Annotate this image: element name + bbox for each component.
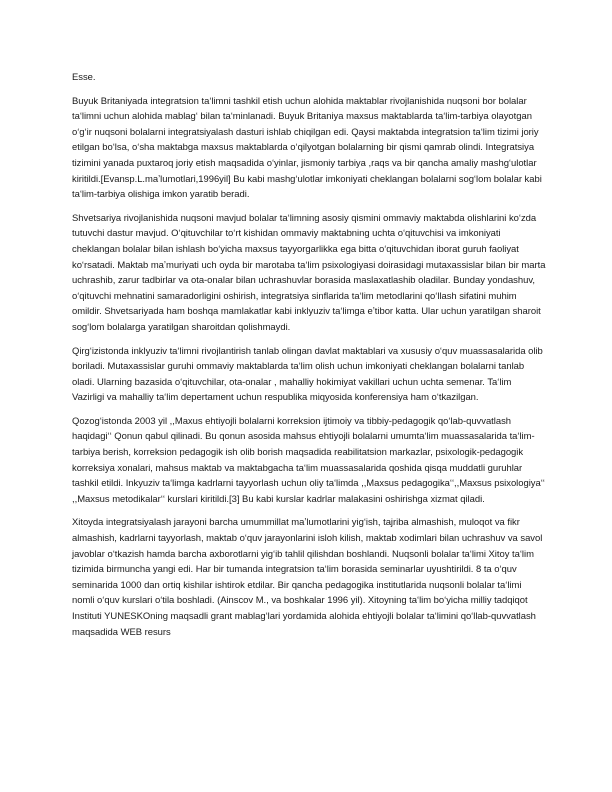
document-title: Esse. xyxy=(72,72,96,83)
document-body xyxy=(72,70,546,648)
paragraph-switzerland: Shvetsariya rivojlanishida nuqsoni mavjud bolalar taʻlimning asosiy qismini ommaviy maktabda olishlarini koʻzda tutuvchi dastur mavjud. Oʻqituvchilar toʻrt kishidan ommaviy maktabning uchta oʻqituvchisi va imkoniyati cheklangan bolalar bilan ishlash boʻyicha maxsus tayyorgarlikka ega bitta oʻqituvchidan iborat guruh faoliyat koʻrsatadi. Maktab maʼmuriyati uch oyda bir marotaba taʻlim psixologiyasi doirasidagi mutaxassislar bilan bir marta uchrashib, zarur tadbirlar va ota-onalar bilan uchrashuvlar borasida maslaxatlashib oladilar. Bunday yondashuv, oʻqituvchi mehnatini samaradorligini oshirish, integratsiya sinflarida taʻlim metodlarini qoʻllash sifatini muhim omildir. Shvetsariyada ham boshqa mamlakatlar kabi inklyuziv taʻlimga eʼtibor katta. Ular uchun yaratilgan sharoit sogʻlom bolalarga yaratilgan sharoitdan qolishmaydi. xyxy=(72,212,546,333)
paragraph-great-britain: Buyuk Britaniyada integratsion taʻlimni tashkil etish uchun alohida maktablar rivojlanishida nuqsoni bor bolalar taʻlimni uchun alohida mablagʻ bilan taʻminlanadi. Buyuk Britaniya maxsus maktablarda taʻlim-tarbiya olayotgan oʻgʻir nuqsoni bolalarni integratsiyalash dasturi ishlab chiqilgan edi. Qaysi maktabda integratsion taʻlim tizimi joriy etilgan boʻlsa, oʻsha maktabga maxsus maktablarda oʻqilyotgan bolalarning bir qismi qamrab olindi. Integratsiya tizimini yanada puxtaroq joriy etish maqsadida oʻyinlar, jismoniy tarbiya ,raqs va bir qancha amaliy mashgʻulotlar kiritildi.[Evansp.L.maʼlumotlari,1996yil] Bu kabi mashgʻulotlar imkoniyati cheklangan bolalarni sogʻlom bolalar kabi taʻlim-tarbiya olishiga imkon yaratib beradi. xyxy=(72,95,542,201)
paragraph-china: Xitoyda integratsiyalash jarayoni barcha umummillat maʼlumotlarini yigʻish, tajriba almashish, muloqot va fikr almashish, kadrlarni tayyorlash, maktab oʻquv jarayonlarini isloh kilish, maktab xodimlari bilan uchrashuv va savol javoblar oʻtkazish hamda barcha axborotlarni yigʻib tahlil qilishdan boshlandi. Nuqsonli bolalar taʻlimi Xitoy taʻlim tizimida birmuncha yangi edi. Har bir tumanda integratsion taʻlim borasida seminarlar uyushtirildi. 8 ta oʻquv seminarida 1000 dan ortiq kishilar ishtirok etdilar. Bir qancha pedagogika institutlarida nuqsonli bolalar taʻlimi nomli oʻquv kurslari oʻtila boshladi. (Ainscov M., va boshkalar 1996 yil). Xitoyning taʻlim boʻyicha milliy tadqiqot Instituti YUNESKOning maqsadli grant mablagʻlari yordamida alohida ehtiyojli bolalar taʻlimini qoʻllab-quvvatlash maqsadida WEB resurs xyxy=(72,517,543,638)
paragraph-kazakhstan: Qozogʻistonda 2003 yil ,,Maxus ehtiyojli bolalarni korreksion ijtimoiy va tibbiy-pedagogik qoʻlab-quvvatlash haqidagiʻʻ Qonun qabul qilinadi. Bu qonun asosida mahsus ehtiyojli bolalarni umumtaʻlim muassasalarida taʻlim-tarbiya berish, korreksion pedagogik ish olib borish maqsadida reabilitatsion markazlar, psixologik-pedagogik korreksiya xonalari, mahsus maktab va maktabgacha taʻlim muassasalarida qoshida qisqa muddatli guruhlar tashkil etildi. Inkyuziv taʻlimga kadrlarni tayyorlash uchun oliy taʻlimda ,,Maxsus pedagogikaʻʻ,,Maxsus psixologiyaʻʻ ,,Maxsus metodikalarʻʻ kurslari kiritildi.[3] Bu kabi kurslar kadrlar malakasini oshirishga xizmat qiladi. xyxy=(72,415,545,505)
paragraph-kyrgyzstan: Qirgʻizistonda inklyuziv taʻlimni rivojlantirish tanlab olingan davlat maktablari va xususiy oʻquv muassasalarida olib boriladi. Mutaxassislar guruhi ommaviy maktablarda taʻlim olish uchun imkoniyati cheklangan bolalarni tanlab oladi. Ularning bazasida oʻqituvchilar, ota-onalar , mahalliy hokimiyat vakillari uchun uchta semenar. Taʻlim Vazirligi va mahalliy taʻlim depertament uchun respublika miqyosida konferensiya ham oʻtkazilgan. xyxy=(72,345,543,404)
